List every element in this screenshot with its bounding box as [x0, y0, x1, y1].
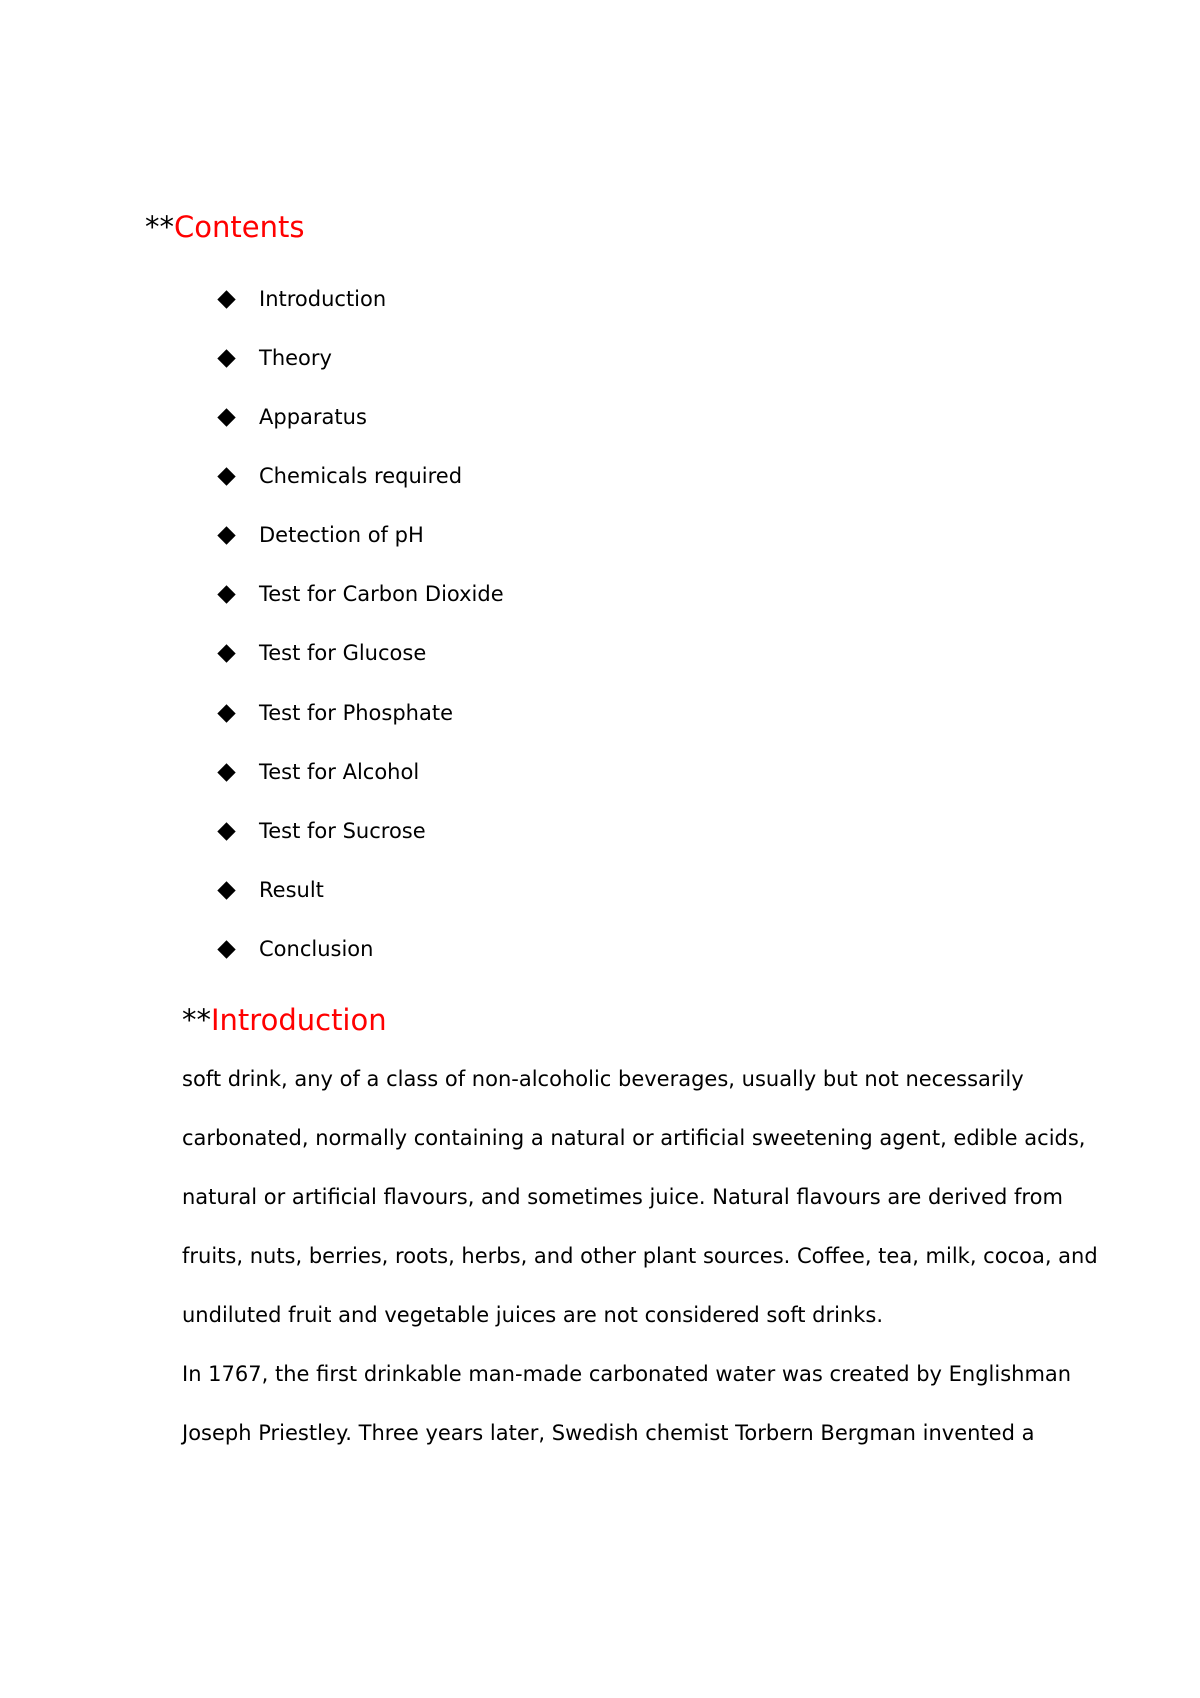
contents-heading-stars: ** [145, 210, 174, 244]
paragraph-line: undiluted fruit and vegetable juices are not considered soft drinks. [182, 1303, 884, 1327]
contents-item [218, 402, 367, 432]
contents-item-label: Detection of pH [259, 523, 424, 547]
contents-item [218, 698, 453, 728]
contents-item [218, 934, 373, 964]
contents-item-label: Chemicals required [259, 464, 463, 488]
diamond-bullet-icon [217, 704, 235, 722]
diamond-bullet-icon [217, 763, 235, 781]
contents-item [218, 757, 419, 787]
contents-item-label: Test for Sucrose [259, 819, 426, 843]
contents-item [218, 284, 386, 314]
paragraph-line: Joseph Priestley. Three years later, Swedish chemist Torbern Bergman invented a [182, 1421, 1035, 1445]
contents-item-label: Test for Glucose [259, 641, 427, 665]
contents-item-label: Test for Carbon Dioxide [259, 582, 504, 606]
contents-item [218, 638, 426, 668]
paragraph-line: In 1767, the first drinkable man-made carbonated water was created by Englishman [182, 1362, 1072, 1386]
contents-item-label: Introduction [259, 287, 387, 311]
diamond-bullet-icon [217, 290, 235, 308]
contents-item-label: Test for Phosphate [259, 701, 454, 725]
diamond-bullet-icon [217, 408, 235, 426]
contents-item [218, 343, 332, 373]
diamond-bullet-icon [217, 349, 235, 367]
contents-heading [145, 209, 304, 245]
diamond-bullet-icon [217, 822, 235, 840]
contents-item-label: Result [259, 878, 324, 902]
paragraph-line: natural or artificial flavours, and sometimes juice. Natural flavours are derived from [182, 1185, 1063, 1209]
diamond-bullet-icon [217, 467, 235, 485]
introduction-heading-stars: ** [182, 1003, 211, 1037]
diamond-bullet-icon [217, 585, 235, 603]
contents-item [218, 816, 426, 846]
paragraph-line: fruits, nuts, berries, roots, herbs, and other plant sources. Coffee, tea, milk, cocoa, and [182, 1244, 1098, 1268]
contents-item-label: Conclusion [259, 937, 374, 961]
contents-item [218, 461, 462, 491]
contents-item-label: Test for Alcohol [259, 760, 420, 784]
contents-item-label: Theory [259, 346, 332, 370]
diamond-bullet-icon [217, 526, 235, 544]
contents-item [218, 875, 324, 905]
contents-item [218, 520, 424, 550]
introduction-heading-title: Introduction [211, 1003, 387, 1037]
paragraph-line: carbonated, normally containing a natural or artificial sweetening agent, edible acids, [182, 1126, 1086, 1150]
diamond-bullet-icon [217, 940, 235, 958]
contents-heading-title: Contents [174, 210, 305, 244]
diamond-bullet-icon [217, 881, 235, 899]
contents-item [218, 579, 504, 609]
diamond-bullet-icon [217, 644, 235, 662]
contents-item-label: Apparatus [259, 405, 367, 429]
introduction-heading [182, 1002, 387, 1038]
paragraph-line: soft drink, any of a class of non-alcoholic beverages, usually but not necessarily [182, 1067, 1024, 1091]
